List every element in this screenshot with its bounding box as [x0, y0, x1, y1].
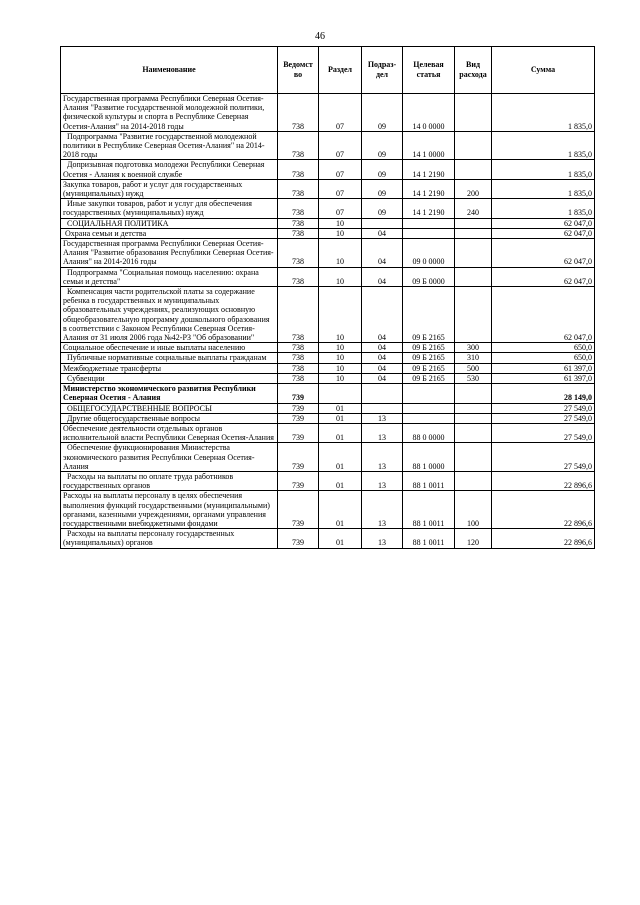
cell-section: 01: [319, 403, 362, 413]
cell-dept: 738: [278, 160, 319, 179]
table-row: [61, 287, 595, 343]
cell-dept: 739: [278, 403, 319, 413]
cell-dept: 738: [278, 131, 319, 160]
cell-subsection: 04: [362, 353, 403, 363]
cell-kind: [455, 423, 492, 442]
header-section: Раздел: [319, 47, 362, 94]
cell-section: 07: [319, 94, 362, 132]
table-row: [61, 228, 595, 238]
cell-subsection: 09: [362, 160, 403, 179]
cell-name: Министерство экономического развития Республики Северная Осетия - Алания: [61, 384, 278, 403]
cell-amount: 22 896,6: [492, 471, 595, 490]
budget-table: [60, 46, 595, 549]
cell-subsection: [362, 403, 403, 413]
cell-section: 10: [319, 218, 362, 228]
cell-amount: 62 047,0: [492, 218, 595, 228]
cell-name: Другие общегосударственные вопросы: [61, 413, 278, 423]
cell-target: 88 1 0011: [403, 529, 455, 548]
cell-kind: 100: [455, 491, 492, 529]
cell-section: 10: [319, 239, 362, 268]
table-row: [61, 160, 595, 179]
cell-dept: 739: [278, 423, 319, 442]
cell-kind: [455, 228, 492, 238]
cell-target: 09 Б 2165: [403, 353, 455, 363]
cell-name: Субвенции: [61, 373, 278, 383]
cell-amount: 27 549,0: [492, 413, 595, 423]
cell-dept: 739: [278, 384, 319, 403]
cell-dept: 738: [278, 199, 319, 218]
table-row: [61, 94, 595, 132]
cell-target: 14 1 2190: [403, 199, 455, 218]
cell-dept: 738: [278, 179, 319, 198]
cell-dept: 738: [278, 94, 319, 132]
cell-subsection: 13: [362, 529, 403, 548]
cell-section: 10: [319, 343, 362, 353]
cell-name: Обеспечение функционирования Министерства экономического развития Республики Северная Осетия-Алания: [61, 443, 278, 472]
cell-kind: 240: [455, 199, 492, 218]
cell-kind: [455, 471, 492, 490]
table-row: [61, 239, 595, 268]
cell-target: 09 Б 2165: [403, 343, 455, 353]
table-row: [61, 131, 595, 160]
cell-kind: 300: [455, 343, 492, 353]
cell-kind: [455, 94, 492, 132]
cell-name: Подпрограмма "Развитие государственной молодежной политики в Республике Северная Осетия-Алания" на 2014-2018 годы: [61, 131, 278, 160]
cell-target: 09 Б 2165: [403, 373, 455, 383]
cell-subsection: 13: [362, 413, 403, 423]
header-subsection: Подраз- дел: [362, 47, 403, 94]
cell-amount: 650,0: [492, 343, 595, 353]
cell-name: Подпрограмма "Социальная помощь населению: охрана семьи и детства": [61, 267, 278, 286]
cell-amount: 27 549,0: [492, 423, 595, 442]
table-header-row: [61, 47, 595, 94]
cell-name: Охрана семьи и детства: [61, 228, 278, 238]
cell-amount: 27 549,0: [492, 403, 595, 413]
cell-dept: 739: [278, 443, 319, 472]
cell-subsection: 04: [362, 228, 403, 238]
cell-kind: [455, 384, 492, 403]
cell-target: [403, 228, 455, 238]
cell-subsection: 09: [362, 131, 403, 160]
header-name: Наименование: [61, 47, 278, 94]
cell-section: 10: [319, 373, 362, 383]
cell-subsection: [362, 218, 403, 228]
cell-amount: 1 835,0: [492, 160, 595, 179]
cell-section: 01: [319, 471, 362, 490]
cell-target: 09 0 0000: [403, 239, 455, 268]
cell-subsection: 13: [362, 443, 403, 472]
cell-name: Иные закупки товаров, работ и услуг для обеспечения государственных (муниципальных) нужд: [61, 199, 278, 218]
table-row: [61, 218, 595, 228]
cell-name: ОБЩЕГОСУДАРСТВЕННЫЕ ВОПРОСЫ: [61, 403, 278, 413]
cell-dept: 738: [278, 239, 319, 268]
cell-dept: 738: [278, 218, 319, 228]
cell-section: 10: [319, 363, 362, 373]
cell-section: 10: [319, 267, 362, 286]
cell-dept: 738: [278, 373, 319, 383]
cell-name: Расходы на выплаты по оплате труда работников государственных органов: [61, 471, 278, 490]
cell-target: 14 1 2190: [403, 160, 455, 179]
cell-subsection: 04: [362, 373, 403, 383]
cell-kind: [455, 160, 492, 179]
cell-name: Расходы на выплаты персоналу государственных (муниципальных) органов: [61, 529, 278, 548]
cell-kind: [455, 239, 492, 268]
cell-subsection: 09: [362, 94, 403, 132]
cell-amount: 62 047,0: [492, 267, 595, 286]
cell-kind: [455, 403, 492, 413]
cell-section: 07: [319, 179, 362, 198]
cell-target: 14 0 0000: [403, 94, 455, 132]
cell-subsection: 13: [362, 423, 403, 442]
cell-subsection: 04: [362, 267, 403, 286]
cell-kind: 530: [455, 373, 492, 383]
cell-dept: 739: [278, 413, 319, 423]
cell-subsection: 09: [362, 179, 403, 198]
cell-amount: 62 047,0: [492, 287, 595, 343]
cell-dept: 738: [278, 363, 319, 373]
cell-section: 01: [319, 443, 362, 472]
cell-kind: 310: [455, 353, 492, 363]
cell-target: 88 1 0011: [403, 471, 455, 490]
table-row: [61, 199, 595, 218]
cell-target: [403, 403, 455, 413]
table-row: [61, 471, 595, 490]
cell-dept: 738: [278, 228, 319, 238]
cell-amount: 61 397,0: [492, 363, 595, 373]
cell-section: 01: [319, 413, 362, 423]
cell-kind: [455, 413, 492, 423]
header-kind: Вид расхода: [455, 47, 492, 94]
cell-kind: [455, 443, 492, 472]
cell-target: 88 1 0000: [403, 443, 455, 472]
cell-section: [319, 384, 362, 403]
cell-subsection: 09: [362, 199, 403, 218]
cell-amount: 1 835,0: [492, 131, 595, 160]
cell-target: 88 1 0011: [403, 491, 455, 529]
cell-amount: 22 896,6: [492, 491, 595, 529]
cell-amount: 22 896,6: [492, 529, 595, 548]
cell-name: Публичные нормативные социальные выплаты гражданам: [61, 353, 278, 363]
cell-dept: 738: [278, 267, 319, 286]
cell-amount: 650,0: [492, 353, 595, 363]
cell-name: Расходы на выплаты персоналу в целях обеспечения выполнения функций государственными (муниципальными) органами, казенными учреждениями, органами управления государственными внебюджетными фондами: [61, 491, 278, 529]
cell-subsection: [362, 384, 403, 403]
table-row: [61, 413, 595, 423]
cell-amount: 1 835,0: [492, 179, 595, 198]
cell-section: 07: [319, 131, 362, 160]
table-row: [61, 403, 595, 413]
cell-target: 14 1 0000: [403, 131, 455, 160]
cell-dept: 738: [278, 287, 319, 343]
cell-dept: 739: [278, 529, 319, 548]
table-row: [61, 353, 595, 363]
cell-amount: 62 047,0: [492, 239, 595, 268]
cell-name: Допризывная подготовка молодежи Республики Северная Осетия - Алания к военной службе: [61, 160, 278, 179]
cell-subsection: 13: [362, 491, 403, 529]
cell-dept: 738: [278, 353, 319, 363]
cell-amount: 1 835,0: [492, 199, 595, 218]
cell-subsection: 04: [362, 343, 403, 353]
table-row: [61, 529, 595, 548]
cell-name: Обеспечение деятельности отдельных органов исполнительной власти Республики Северная Осетия-Алания: [61, 423, 278, 442]
cell-target: 14 1 2190: [403, 179, 455, 198]
cell-section: 10: [319, 228, 362, 238]
cell-subsection: 13: [362, 471, 403, 490]
cell-section: 01: [319, 423, 362, 442]
cell-kind: [455, 131, 492, 160]
cell-subsection: 04: [362, 287, 403, 343]
cell-section: 10: [319, 287, 362, 343]
cell-name: Государственная программа Республики Северная Осетия-Алания "Развитие государственной молодежной политики, физической культуры и спорта в Республике Северная Осетия-Алания" на 2014-2018 годы: [61, 94, 278, 132]
table-row: [61, 491, 595, 529]
page-number: 46: [315, 31, 325, 42]
cell-name: Компенсация части родительской платы за содержание ребенка в государственных и муниципальных образовательных учреждениях, реализующих основную общеобразовательную программу дошкольного образования в соответствии с Законом Республики Северная Осетия-Алания от 31 июля 2006 года №42-РЗ "Об образовании": [61, 287, 278, 343]
cell-amount: 61 397,0: [492, 373, 595, 383]
table-row: [61, 179, 595, 198]
cell-kind: 500: [455, 363, 492, 373]
cell-target: 09 Б 2165: [403, 287, 455, 343]
cell-section: 01: [319, 491, 362, 529]
cell-section: 10: [319, 353, 362, 363]
header-target: Целевая статья: [403, 47, 455, 94]
cell-subsection: 04: [362, 363, 403, 373]
cell-target: [403, 218, 455, 228]
cell-amount: 28 149,0: [492, 384, 595, 403]
cell-name: Государственная программа Республики Северная Осетия-Алания "Развитие образования Республики Северная Осетия-Алания" на 2014-2016 годы: [61, 239, 278, 268]
cell-target: 09 Б 2165: [403, 363, 455, 373]
cell-kind: [455, 287, 492, 343]
cell-dept: 739: [278, 471, 319, 490]
table-row: [61, 267, 595, 286]
cell-amount: 1 835,0: [492, 94, 595, 132]
cell-section: 07: [319, 199, 362, 218]
table-row: [61, 384, 595, 403]
cell-name: СОЦИАЛЬНАЯ ПОЛИТИКА: [61, 218, 278, 228]
header-dept: Ведомст во: [278, 47, 319, 94]
cell-target: [403, 384, 455, 403]
cell-target: 09 Б 0000: [403, 267, 455, 286]
cell-section: 07: [319, 160, 362, 179]
cell-kind: [455, 267, 492, 286]
cell-target: 88 0 0000: [403, 423, 455, 442]
cell-kind: [455, 218, 492, 228]
table-row: [61, 363, 595, 373]
table-row: [61, 373, 595, 383]
cell-name: Закупка товаров, работ и услуг для государственных (муниципальных) нужд: [61, 179, 278, 198]
table-row: [61, 423, 595, 442]
cell-kind: 200: [455, 179, 492, 198]
cell-amount: 62 047,0: [492, 228, 595, 238]
table-row: [61, 443, 595, 472]
cell-amount: 27 549,0: [492, 443, 595, 472]
table-row: [61, 343, 595, 353]
cell-dept: 738: [278, 343, 319, 353]
cell-subsection: 04: [362, 239, 403, 268]
cell-kind: 120: [455, 529, 492, 548]
header-amount: Сумма: [492, 47, 595, 94]
cell-target: [403, 413, 455, 423]
cell-section: 01: [319, 529, 362, 548]
cell-dept: 739: [278, 491, 319, 529]
cell-name: Межбюджетные трансферты: [61, 363, 278, 373]
cell-name: Социальное обеспечение и иные выплаты населению: [61, 343, 278, 353]
